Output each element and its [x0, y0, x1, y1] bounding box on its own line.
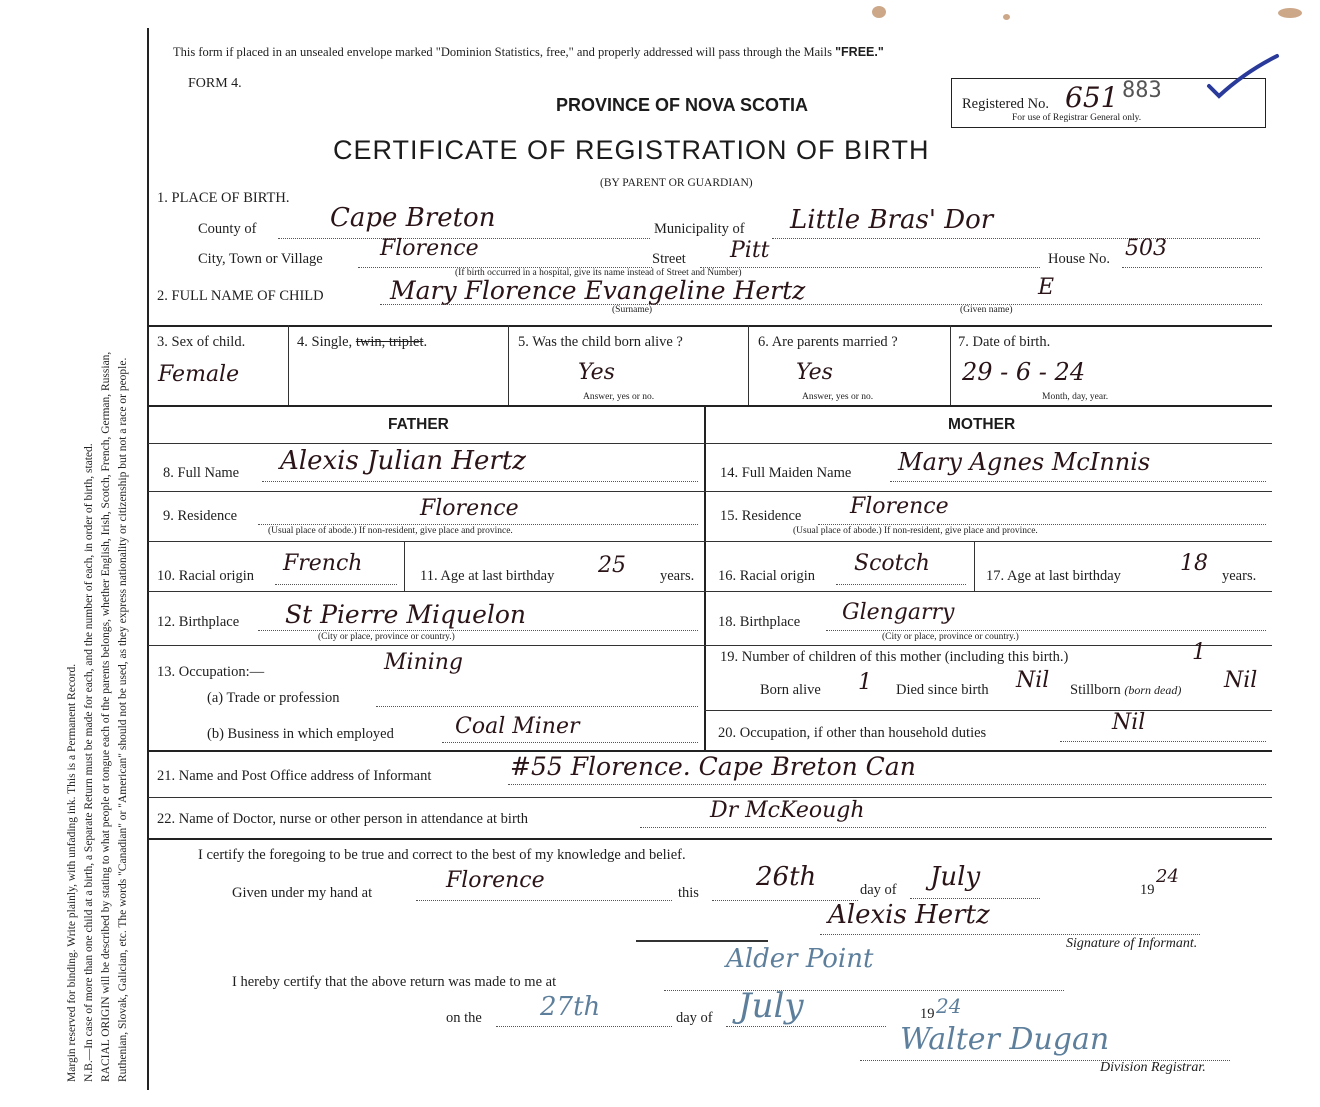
child-name-value: Mary Florence Evangeline Hertz	[390, 276, 806, 305]
registrar-month-line	[726, 1026, 886, 1027]
doctor-value: Dr McKeough	[710, 798, 865, 823]
city-value: Florence	[380, 236, 479, 261]
father-occupation-label: 13. Occupation:—	[157, 664, 265, 680]
sex-label: 3. Sex of child.	[157, 334, 246, 350]
registered-label: Registered No.	[962, 96, 1049, 112]
trade-line	[376, 706, 698, 707]
registrar-on-label: on the	[446, 1010, 482, 1026]
registrar-day-of-label: day of	[676, 1010, 713, 1026]
street-line	[700, 267, 1040, 268]
mother-occupation-value: Nil	[1112, 710, 1146, 735]
stillborn-label	[1070, 682, 1181, 699]
doctor-line	[640, 827, 1266, 828]
mother-occupation-line	[1060, 741, 1266, 742]
rule	[148, 838, 1272, 840]
registrar-place-value: Alder Point	[726, 944, 874, 974]
certificate-title: CERTIFICATE OF REGISTRATION OF BIRTH	[333, 135, 930, 165]
father-birthplace-caption: (City or place, province or country.)	[318, 632, 455, 642]
form-number: FORM 4.	[188, 76, 242, 91]
certificate-subtitle: (BY PARENT OR GUARDIAN)	[600, 177, 753, 189]
stain-mark	[1003, 14, 1010, 20]
died-value: Nil	[1016, 668, 1050, 693]
dob-label: 7. Date of birth.	[958, 334, 1051, 350]
rule	[288, 325, 289, 405]
month-line	[910, 898, 1040, 899]
father-birthplace-label: 12. Birthplace	[157, 614, 240, 630]
stillborn-text: Stillborn	[1070, 682, 1121, 698]
father-name-label: 8. Full Name	[163, 465, 240, 481]
registrar-signature: Walter Dugan	[900, 1022, 1110, 1057]
born-alive-caption: Answer, yes or no.	[583, 392, 655, 402]
municipality-label: Municipality of	[654, 221, 745, 237]
single-label-text: 4. Single,	[297, 334, 353, 350]
registrar-month-value: July	[738, 986, 804, 1026]
rule	[950, 325, 951, 405]
father-name-value: Alexis Julian Hertz	[280, 446, 527, 476]
father-residence-value: Florence	[420, 496, 519, 521]
single-label: 4. Single, twin, triplet.	[297, 334, 428, 350]
twin-triplet-struck: twin, triplet	[355, 334, 424, 350]
father-residence-caption: (Usual place of abode.) If non-resident, give place and province.	[268, 526, 513, 536]
margin-note-racial-origin: RACIAL ORIGIN will be described by stating to what people or tongue each of the parents belongs, whether English, Irish, Scotch, French, German, Russian,	[100, 351, 112, 1082]
child-name-suffix: E	[1038, 275, 1055, 300]
hospital-note: (If birth occurred in a hospital, give its name instead of Street and Number)	[455, 268, 742, 278]
stain-mark	[872, 6, 886, 18]
registrar-day-line	[496, 1026, 672, 1027]
registered-number: 651	[1065, 81, 1119, 114]
father-age-value: 25	[598, 553, 626, 578]
registrar-day-value: 27th	[540, 992, 601, 1022]
given-year-prefix: 19	[1140, 882, 1155, 898]
mother-age-value: 18	[1180, 551, 1208, 576]
born-alive-count-label: Born alive	[760, 682, 821, 698]
rule	[704, 710, 1272, 711]
street-label: Street	[652, 251, 686, 267]
born-alive-count: 1	[858, 670, 872, 695]
mother-birthplace-caption: (City or place, province or country.)	[882, 632, 1019, 642]
born-alive-value: Yes	[578, 360, 615, 385]
checkmark-icon	[1205, 52, 1281, 102]
father-racial-label: 10. Racial origin	[157, 568, 255, 584]
province-heading: PROVINCE OF NOVA SCOTIA	[556, 95, 809, 115]
county-value: Cape Breton	[330, 203, 496, 233]
rule	[748, 325, 749, 405]
children-label: 19. Number of children of this mother (including this birth.)	[720, 649, 1069, 665]
rule	[508, 325, 509, 405]
given-place-value: Florence	[446, 868, 545, 893]
stillborn-caption: (born dead)	[1124, 683, 1182, 697]
given-day-value: 26th	[756, 862, 817, 892]
dob-caption: Month, day, year.	[1042, 392, 1109, 402]
registered-stamp: 883	[1122, 78, 1162, 103]
house-line	[1122, 267, 1262, 268]
father-birthplace-line	[258, 630, 698, 631]
business-line	[442, 742, 698, 743]
municipality-line	[772, 238, 1260, 239]
given-label: Given under my hand at	[232, 885, 373, 901]
rule	[704, 405, 706, 750]
father-racial-line	[275, 584, 397, 585]
mother-heading: MOTHER	[948, 416, 1016, 433]
registrar-year-value: 24	[936, 994, 962, 1018]
stain-mark	[1278, 8, 1302, 18]
given-year-value: 24	[1156, 866, 1179, 887]
father-birthplace-value: St Pierre Miquelon	[285, 600, 527, 629]
margin-notes	[64, 352, 132, 1082]
mother-name-line	[890, 481, 1266, 482]
registrar-statement: I hereby certify that the above return was made to me at	[232, 974, 557, 990]
informant-signature: Alexis Hertz	[828, 900, 990, 930]
rule	[148, 491, 1272, 492]
father-name-line	[262, 481, 698, 482]
business-value: Coal Miner	[455, 714, 580, 739]
certify-statement: I certify the foregoing to be true and correct to the best of my knowledge and belief.	[198, 847, 686, 863]
mother-age-suffix: years.	[1222, 568, 1257, 584]
signature-caption: Signature of Informant.	[1066, 936, 1198, 951]
mail-notice-text: This form if placed in an unsealed envelope marked "Dominion Statistics, free," and properly addressed will pass through the Mails	[173, 45, 832, 59]
rule	[148, 405, 1272, 407]
street-value: Pitt	[730, 238, 770, 263]
father-age-label: 11. Age at last birthday	[420, 568, 555, 584]
rule	[404, 541, 405, 591]
margin-rule	[147, 28, 149, 1090]
mother-occupation-label: 20. Occupation, if other than household duties	[718, 725, 987, 741]
rule	[148, 541, 1272, 542]
child-name-label: 2. FULL NAME OF CHILD	[157, 288, 324, 304]
father-heading: FATHER	[388, 416, 449, 433]
margin-note-binding: Margin reserved for binding. Write plainly, with unfading ink. This is a Permanent Record.	[66, 663, 78, 1082]
mail-notice	[173, 45, 884, 60]
mail-notice-free: "FREE."	[835, 45, 884, 59]
children-value: 1	[1192, 640, 1206, 665]
house-value: 503	[1125, 236, 1167, 261]
father-age-suffix: years.	[660, 568, 695, 584]
rule	[148, 443, 1272, 444]
registrar-place-line	[664, 990, 1064, 991]
mother-birthplace-value: Glengarry	[842, 600, 955, 625]
parents-married-caption: Answer, yes or no.	[802, 392, 874, 402]
trade-label: (a) Trade or profession	[207, 690, 340, 706]
informant-line	[508, 784, 1266, 785]
father-racial-value: French	[283, 551, 363, 576]
county-label: County of	[198, 221, 257, 237]
father-residence-label: 9. Residence	[163, 508, 238, 524]
given-place-line	[416, 900, 672, 901]
registrar-year-prefix: 19	[920, 1006, 935, 1022]
informant-label: 21. Name and Post Office address of Informant	[157, 768, 432, 784]
mother-racial-line	[836, 584, 966, 585]
died-label: Died since birth	[896, 682, 989, 698]
rule	[148, 325, 1272, 327]
this-label: this	[678, 885, 699, 901]
rule	[148, 591, 1272, 592]
rule	[974, 541, 975, 591]
sex-value: Female	[158, 362, 240, 387]
registrar-caption: Division Registrar.	[1100, 1060, 1206, 1075]
margin-note-multiple-births: N.B.—In case of more than one child at a birth, a Separate Return must be made for each, and the number of each, in order of birth, stated.	[83, 443, 95, 1082]
given-name-caption: (Given name)	[960, 305, 1013, 315]
municipality-value: Little Bras' Dor	[790, 205, 994, 235]
city-label: City, Town or Village	[198, 251, 323, 267]
mother-residence-label: 15. Residence	[720, 508, 802, 524]
rule	[636, 940, 768, 942]
dob-value: 29 - 6 - 24	[962, 358, 1086, 386]
mother-residence-caption: (Usual place of abode.) If non-resident, give place and province.	[793, 526, 1038, 536]
mother-name-label: 14. Full Maiden Name	[720, 465, 852, 481]
surname-caption: (Surname)	[612, 305, 653, 315]
margin-note-nationality: Ruthenian, Slovak, Galician, etc. The words "Canadian" or "American" should not be used, as they express nationality or citizenship but not a race or people.	[117, 357, 129, 1082]
given-day-of-label: day of	[860, 882, 897, 898]
given-month-value: July	[930, 862, 981, 892]
born-alive-label: 5. Was the child born alive ?	[518, 334, 683, 350]
stillborn-value: Nil	[1224, 668, 1258, 693]
mother-age-label: 17. Age at last birthday	[986, 568, 1121, 584]
mother-birthplace-label: 18. Birthplace	[718, 614, 801, 630]
trade-value: Mining	[384, 650, 464, 675]
house-label: House No.	[1048, 251, 1111, 267]
business-label: (b) Business in which employed	[207, 726, 394, 742]
doctor-label: 22. Name of Doctor, nurse or other person in attendance at birth	[157, 811, 529, 827]
father-residence-line	[258, 524, 698, 525]
mother-residence-line	[818, 524, 1266, 525]
mother-racial-value: Scotch	[854, 551, 930, 576]
parents-married-label: 6. Are parents married ?	[758, 334, 898, 350]
mother-name-value: Mary Agnes McInnis	[898, 448, 1151, 476]
registrar-use-note: For use of Registrar General only.	[1012, 113, 1142, 123]
informant-address: #55 Florence. Cape Breton Can	[510, 752, 916, 781]
place-of-birth-label: 1. PLACE OF BIRTH.	[157, 190, 290, 206]
signature-line	[820, 934, 1200, 935]
mother-birthplace-line	[826, 630, 1266, 631]
mother-residence-value: Florence	[850, 494, 949, 519]
mother-racial-label: 16. Racial origin	[718, 568, 816, 584]
parents-married-value: Yes	[796, 360, 833, 385]
rule	[148, 645, 1272, 646]
